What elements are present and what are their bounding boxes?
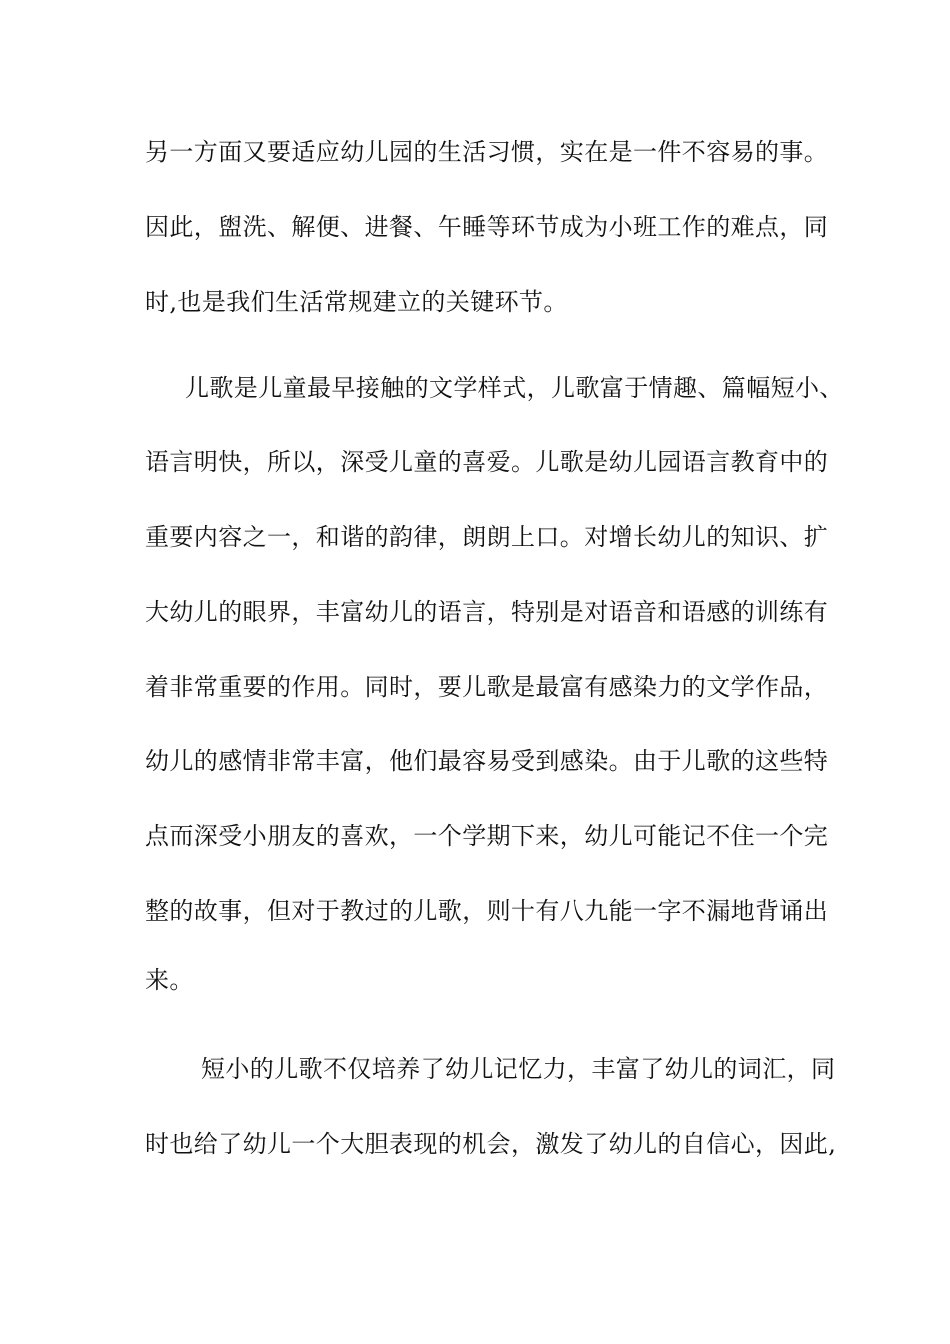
paragraph-2-line-2: 语言明快，所以，深受儿童的喜爱。儿歌是幼儿园语言教育中的 [145,448,829,476]
paragraph-3-line-1: 短小的儿歌不仅培养了幼儿记忆力，丰富了幼儿的词汇，同 [201,1055,836,1083]
paragraph-2-line-3: 重要内容之一，和谐的韵律，朗朗上口。对增长幼儿的知识、扩 [145,523,829,551]
paragraph-2-line-5: 着非常重要的作用。同时，要儿歌是最富有感染力的文学作品， [145,673,829,701]
paragraph-2-line-6: 幼儿的感情非常丰富，他们最容易受到感染。由于儿歌的这些特 [145,747,829,775]
paragraph-3-line-2: 时也给了幼儿一个大胆表现的机会，激发了幼儿的自信心，因此, [145,1130,837,1158]
paragraph-2-line-7: 点而深受小朋友的喜欢，一个学期下来，幼儿可能记不住一个完 [145,822,829,850]
paragraph-2-line-8: 整的故事，但对于教过的儿歌，则十有八九能一字不漏地背诵出 [145,897,829,925]
paragraph-1-line-1: 另一方面又要适应幼儿园的生活习惯，实在是一件不容易的事。 [145,138,829,166]
paragraph-2-line-1: 儿歌是儿童最早接触的文学样式，儿歌富于情趣、篇幅短小、 [185,374,844,402]
paragraph-1-line-3: 时,也是我们生活常规建立的关键环节。 [145,288,568,316]
paragraph-2-line-9: 来。 [145,966,194,994]
paragraph-1-line-2: 因此，盥洗、解便、进餐、午睡等环节成为小班工作的难点，同 [145,213,829,241]
paragraph-2-line-4: 大幼儿的眼界，丰富幼儿的语言，特别是对语音和语感的训练有 [145,598,829,626]
